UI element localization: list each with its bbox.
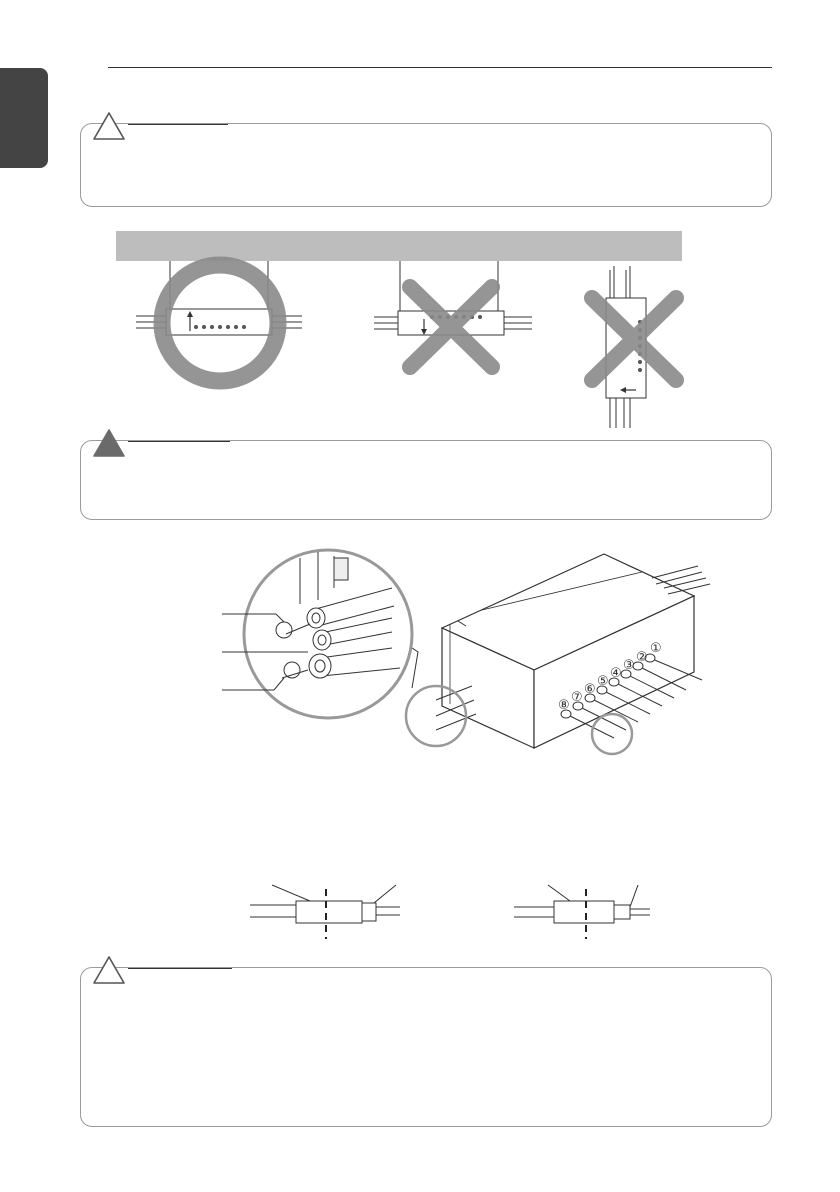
warning-triangle-filled-icon: [92, 428, 126, 458]
warning-box: [80, 440, 772, 520]
incorrect-vertical-diagram: [584, 266, 684, 434]
port-number-label: ⑤: [597, 674, 609, 689]
port-number-label: ①: [650, 641, 662, 656]
port-number-label: ④: [610, 666, 622, 681]
port-number-label: ②: [636, 650, 648, 665]
caution-box-2-header-line: [128, 968, 232, 969]
correct-horizontal-diagram: [130, 261, 310, 391]
unit-pipe-illustration: [222, 548, 722, 764]
port-number-label: ⑦: [571, 690, 583, 705]
caution-triangle-outline-icon: [92, 111, 126, 141]
caution-box-2: [80, 967, 772, 1127]
port-number-label: ⑧: [558, 698, 570, 713]
caution-box-1-header-line: [128, 124, 228, 125]
language-side-tab: [0, 68, 48, 168]
caution-box-1: [80, 123, 772, 207]
caution-triangle-outline-icon: [92, 955, 126, 985]
page-top-rule: [108, 67, 772, 68]
incorrect-horizontal-diagram: [370, 261, 550, 381]
pipe-reducer-diagram-2: [514, 883, 664, 943]
port-number-label: ⑥: [584, 682, 596, 697]
warning-box-header-line: [128, 441, 230, 442]
port-number-label: ③: [623, 658, 635, 673]
pipe-reducer-diagram-1: [250, 883, 410, 943]
installation-direction-bar: [116, 231, 682, 261]
